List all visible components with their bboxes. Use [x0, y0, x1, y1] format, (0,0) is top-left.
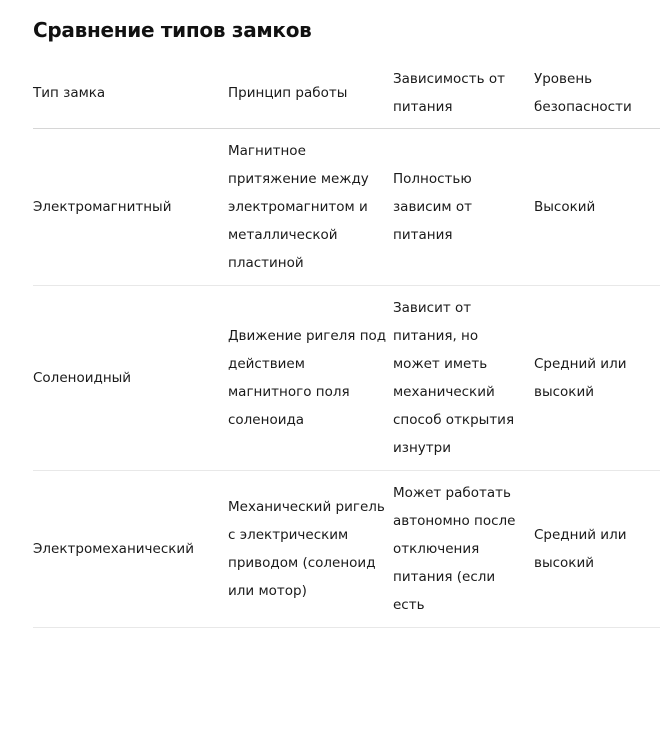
- table-cell-security-level: Высокий: [534, 129, 660, 286]
- table-cell-power-dependency: Полностью зависим от питания: [393, 129, 534, 286]
- column-header-principle: Принцип работы: [228, 64, 393, 129]
- table-cell-security-level: Средний или высокий: [534, 286, 660, 471]
- column-header-power-dependency: Зависимость от питания: [393, 64, 534, 129]
- table-body: [33, 129, 660, 628]
- column-header-lock-type: Тип замка: [33, 64, 228, 129]
- table-row: [33, 471, 660, 628]
- table-cell-security-level: Средний или высокий: [534, 471, 660, 628]
- table-header: [33, 64, 660, 129]
- table-cell-power-dependency: Зависит от питания, но может иметь механический способ открытия изнутри: [393, 286, 534, 471]
- table-cell-lock-type: Соленоидный: [33, 286, 228, 471]
- table-cell-lock-type: Электромеханический: [33, 471, 228, 628]
- table-row: [33, 286, 660, 471]
- page-title: Сравнение типов замков: [33, 18, 312, 42]
- table-row: [33, 129, 660, 286]
- column-header-security-level: Уровень безопасности: [534, 64, 660, 129]
- table-cell-lock-type: Электромагнитный: [33, 129, 228, 286]
- table-cell-principle: Механический ригель с электрическим приводом (соленоид или мотор): [228, 471, 393, 628]
- table-header-row: [33, 64, 660, 129]
- lock-comparison-table: [33, 64, 660, 628]
- bottom-fade-overlay: [0, 700, 660, 743]
- table-cell-power-dependency: Может работать автономно после отключения питания (если есть: [393, 471, 534, 628]
- table-cell-principle: Движение ригеля под действием магнитного поля соленоида: [228, 286, 393, 471]
- table-cell-principle: Магнитное притяжение между электромагнитом и металлической пластиной: [228, 129, 393, 286]
